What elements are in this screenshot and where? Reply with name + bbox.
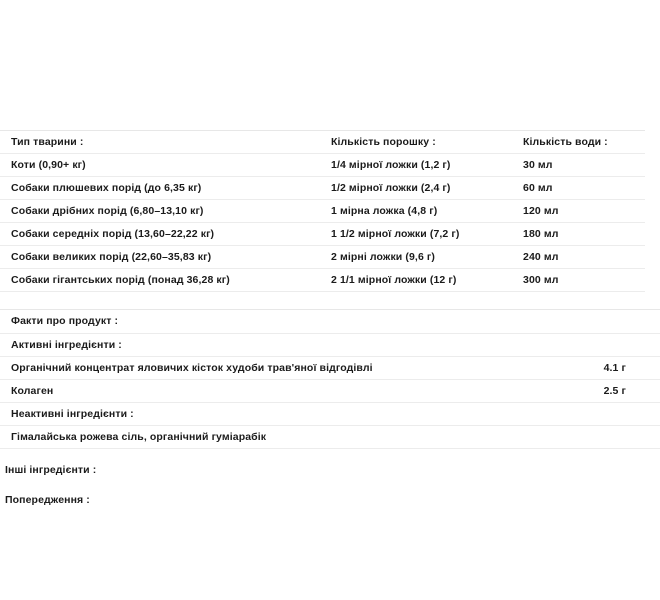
product-facts-heading-row	[0, 310, 660, 333]
active-ingredient-amount: 2.5 г	[535, 379, 660, 402]
warnings-label: Попередження :	[5, 493, 90, 506]
table-row	[0, 425, 660, 448]
table-header-row	[0, 131, 645, 154]
cell-water-amount: 120 мл	[512, 200, 645, 223]
cell-water-amount: 60 мл	[512, 177, 645, 200]
cell-water-amount: 300 мл	[512, 269, 645, 292]
cell-water-amount: 30 мл	[512, 154, 645, 177]
inactive-ingredients-value: Гімалайська рожева сіль, органічний гуміарабік	[0, 425, 535, 448]
inactive-ingredients-value-amount-blank	[535, 425, 660, 448]
product-facts-amount-blank	[535, 310, 660, 333]
content-area	[0, 130, 626, 506]
active-ingredient-name: Колаген	[0, 379, 535, 402]
product-facts-label: Факти про продукт :	[0, 310, 535, 333]
header-water-amount: Кількість води :	[512, 131, 645, 154]
active-ingredients-amount-blank	[535, 333, 660, 356]
table-row	[0, 246, 645, 269]
table-row	[0, 356, 660, 379]
table-row	[0, 200, 645, 223]
table-row	[0, 379, 660, 402]
active-ingredient-amount: 4.1 г	[535, 356, 660, 379]
inactive-ingredients-heading-row	[0, 402, 660, 425]
cell-animal-type: Собаки плюшевих порід (до 6,35 кг)	[0, 177, 320, 200]
cell-water-amount: 180 мл	[512, 223, 645, 246]
active-ingredient-name: Органічний концентрат яловичих кісток худоби трав'яної відгодівлі	[0, 356, 535, 379]
header-animal-type: Тип тварини :	[0, 131, 320, 154]
active-ingredients-heading-row	[0, 333, 660, 356]
header-powder-amount: Кількість порошку :	[320, 131, 512, 154]
cell-powder-amount: 1 мірна ложка (4,8 г)	[320, 200, 512, 223]
other-ingredients-label: Інші інгредієнти :	[5, 463, 97, 476]
cell-powder-amount: 1/4 мірної ложки (1,2 г)	[320, 154, 512, 177]
cell-water-amount: 240 мл	[512, 246, 645, 269]
cell-animal-type: Собаки дрібних порід (6,80–13,10 кг)	[0, 200, 320, 223]
cell-powder-amount: 1 1/2 мірної ложки (7,2 г)	[320, 223, 512, 246]
table-row	[0, 177, 645, 200]
cell-animal-type: Собаки середніх порід (13,60–22,22 кг)	[0, 223, 320, 246]
active-ingredients-label: Активні інгредієнти :	[0, 333, 535, 356]
cell-powder-amount: 2 мірні ложки (9,6 г)	[320, 246, 512, 269]
cell-animal-type: Собаки великих порід (22,60–35,83 кг)	[0, 246, 320, 269]
table-row	[0, 223, 645, 246]
table-row	[0, 154, 645, 177]
table-spacer	[0, 292, 600, 309]
inactive-ingredients-label: Неактивні інгредієнти :	[0, 402, 535, 425]
product-facts-table	[0, 309, 660, 448]
dosage-table	[0, 130, 645, 292]
cell-powder-amount: 1/2 мірної ложки (2,4 г)	[320, 177, 512, 200]
cell-animal-type: Собаки гігантських порід (понад 36,28 кг)	[0, 269, 320, 292]
cell-powder-amount: 2 1/1 мірної ложки (12 г)	[320, 269, 512, 292]
inactive-ingredients-amount-blank	[535, 402, 660, 425]
table-row	[0, 269, 645, 292]
cell-animal-type: Коти (0,90+ кг)	[0, 154, 320, 177]
